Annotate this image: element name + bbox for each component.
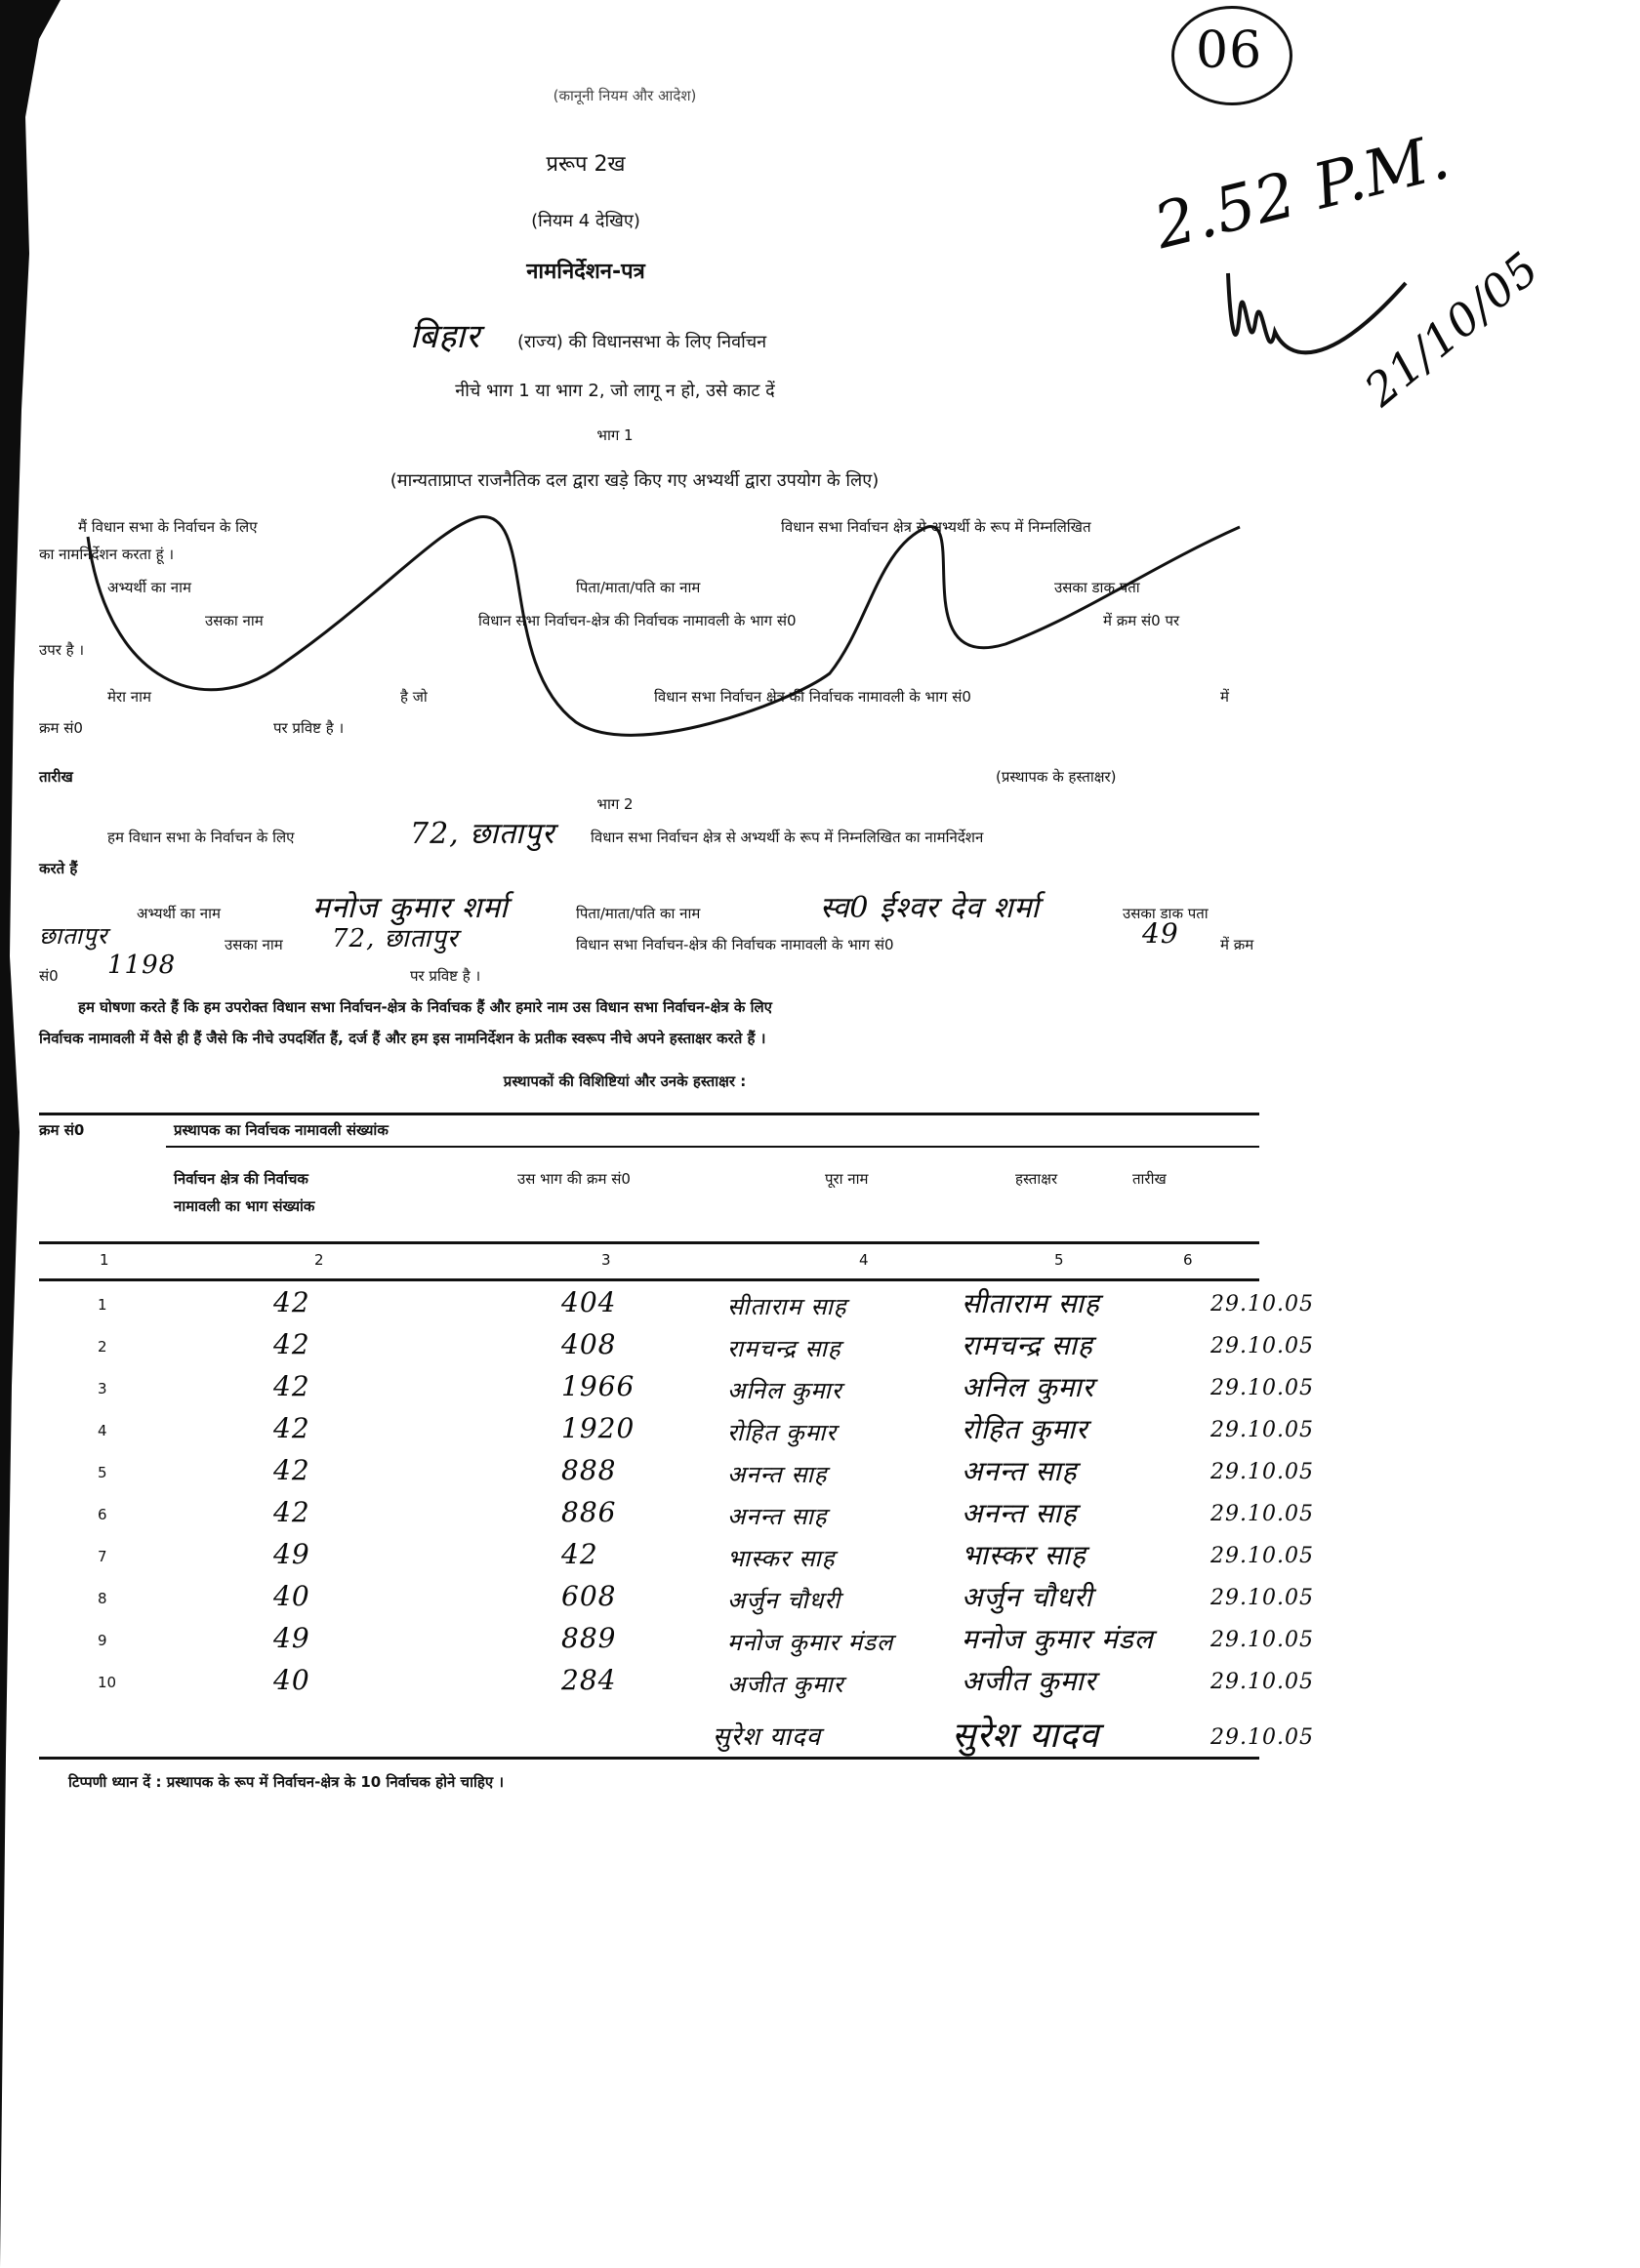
part1-my-name-label: मेरा नाम: [107, 688, 151, 706]
table-top-rule: [39, 1113, 1259, 1115]
row-serial-in-part: 42: [561, 1538, 598, 1570]
row-part-number: 40: [273, 1580, 310, 1612]
row-serial-in-part: 888: [561, 1454, 617, 1486]
row-serial: 6: [98, 1506, 107, 1523]
top-note: (कानूनी नियम और आदेश): [553, 87, 697, 104]
table-group-rule: [166, 1146, 1259, 1148]
row-part-number: 42: [273, 1454, 310, 1486]
parent-name-handwritten: स्व0 ईश्वर देव शर्मा: [820, 891, 1041, 925]
part1-name-label: उसका नाम: [205, 612, 264, 629]
candidate-name-handwritten: मनोज कुमार शर्मा: [312, 891, 509, 925]
row-signature: अनन्त साह: [962, 1455, 1078, 1487]
row-serial-in-part: 1920: [561, 1412, 636, 1444]
row-serial: 1: [98, 1296, 107, 1314]
part2-line1-a: हम विधान सभा के निर्वाचन के लिए: [107, 829, 295, 846]
row-full-name: भास्कर साह: [727, 1545, 836, 1572]
row-serial-in-part: 608: [561, 1580, 617, 1612]
row-date: 29.10.05: [1210, 1334, 1314, 1358]
form-title: नामनिर्देशन-पत्र: [526, 260, 645, 284]
declaration-line-1: हम घोषणा करते हैं कि हम उपरोक्त विधान सभा निर्वाचन-क्षेत्र के निर्वाचक हैं और हमारे नाम उस विधान सभा निर्वाचन-क्षेत्र के लिए: [78, 998, 772, 1016]
row-signature: अनन्त साह: [962, 1497, 1078, 1529]
part1-roll-text: विधान सभा निर्वाचन-क्षेत्र की निर्वाचक नामावली के भाग सं0: [478, 612, 797, 629]
extra-proposer-date: 29.10.05: [1210, 1725, 1314, 1750]
row-serial: 9: [98, 1632, 107, 1649]
assembly-election-line: (राज्य) की विधानसभा के लिए निर्वाचन: [517, 332, 767, 352]
row-serial: 2: [98, 1338, 107, 1356]
table-numbers-rule: [39, 1278, 1259, 1281]
row-serial-in-part: 886: [561, 1496, 617, 1528]
part1-heading: भाग 1: [596, 426, 634, 444]
row-serial: 8: [98, 1590, 107, 1607]
row-part-number: 49: [273, 1622, 310, 1654]
part2-entered: पर प्रविष्ट है ।: [410, 967, 481, 985]
col-signature-header: हस्ताक्षर: [1015, 1170, 1058, 1188]
officer-signature: [1220, 254, 1415, 390]
part1-line1-right: विधान सभा निर्वाचन क्षेत्र से अभ्यर्थी के रूप में निम्नलिखित: [781, 518, 1091, 536]
state-name-handwritten: बिहार: [410, 317, 480, 356]
row-date: 29.10.05: [1210, 1628, 1314, 1652]
col-serial-in-part-header: उस भाग की क्रम सं0: [517, 1170, 631, 1188]
row-full-name: अनन्त साह: [727, 1503, 828, 1530]
part2-roll-text: विधान सभा निर्वाचन-क्षेत्र की निर्वाचक नामावली के भाग सं0: [576, 936, 894, 953]
part1-entered: पर प्रविष्ट है ।: [273, 719, 345, 737]
row-part-number: 42: [273, 1286, 310, 1318]
part1-date-label: तारीख: [39, 768, 73, 786]
row-part-number: 49: [273, 1538, 310, 1570]
row-date: 29.10.05: [1210, 1376, 1314, 1400]
row-signature: मनोज कुमार मंडल: [962, 1623, 1154, 1655]
declaration-line-2: निर्वाचक नामावली में वैसे ही हैं जैसे कि नीचे उपदर्शित हैं, दर्ज हैं और हम इस नामनिर्देशन के प्रतीक स्वरूप नीचे अपने हस्ताक्षर करते हैं ।: [39, 1030, 766, 1047]
row-part-number: 40: [273, 1664, 310, 1696]
part2-name-label: उसका नाम: [225, 936, 283, 953]
part2-serial-prefix: सं0: [39, 967, 59, 985]
row-serial: 7: [98, 1548, 107, 1565]
part1-in: में: [1220, 688, 1229, 706]
row-serial: 5: [98, 1464, 107, 1481]
row-signature: रामचन्द्र साह: [962, 1329, 1093, 1361]
col-number: 4: [859, 1251, 869, 1269]
table-bottom-rule: [39, 1757, 1259, 1760]
row-full-name: सीताराम साह: [727, 1293, 847, 1320]
col-number: 2: [314, 1251, 324, 1269]
col-number: 6: [1183, 1251, 1193, 1269]
col-number: 1: [100, 1251, 109, 1269]
col-part-header-2: नामावली का भाग संख्यांक: [174, 1197, 315, 1215]
form-number: प्ररूप 2ख: [546, 152, 626, 177]
row-signature: अजीत कुमार: [962, 1665, 1097, 1697]
row-serial-in-part: 408: [561, 1328, 617, 1360]
row-signature: रोहित कुमार: [962, 1413, 1088, 1445]
row-date: 29.10.05: [1210, 1460, 1314, 1484]
part1-is-which: है जो: [400, 688, 428, 706]
row-full-name: अजीत कुमार: [727, 1671, 844, 1698]
part1-subheading: (मान्यताप्राप्त राजनैतिक दल द्वारा खड़े किए गए अभ्यर्थी द्वारा उपयोग के लिए): [390, 470, 880, 491]
part2-heading: भाग 2: [596, 795, 634, 813]
col-number: 3: [601, 1251, 611, 1269]
footnote: टिप्पणी ध्यान दें : प्रस्थापक के रूप में निर्वाचन-क्षेत्र के 10 निर्वाचक होने चाहिए ।: [68, 1773, 505, 1791]
part2-address-label: उसका डाक पता: [1123, 905, 1209, 922]
part1-serial-text: में क्रम सं0 पर: [1103, 612, 1180, 629]
row-date: 29.10.05: [1210, 1586, 1314, 1610]
row-date: 29.10.05: [1210, 1670, 1314, 1694]
part1-parent-label: पिता/माता/पति का नाम: [576, 579, 701, 596]
col-part-header-1: निर्वाचन क्षेत्र की निर्वाचक: [174, 1170, 308, 1188]
part-number-handwritten: 49: [1142, 917, 1179, 950]
roll-constituency-handwritten: 72, छातापुर: [332, 924, 459, 953]
row-serial: 4: [98, 1422, 107, 1439]
row-serial-in-part: 284: [561, 1664, 617, 1696]
receipt-date: 21/10/05: [1354, 241, 1549, 417]
row-full-name: रोहित कुमार: [727, 1419, 838, 1446]
row-serial-in-part: 404: [561, 1286, 617, 1318]
part2-line1-b: विधान सभा निर्वाचन क्षेत्र से अभ्यर्थी के रूप में निम्नलिखित का नामनिर्देशन: [591, 829, 984, 846]
row-part-number: 42: [273, 1370, 310, 1402]
row-part-number: 42: [273, 1328, 310, 1360]
col-group-header: प्रस्थापक का निर्वाचक नामावली संख्यांक: [174, 1121, 389, 1139]
col-date-header: तारीख: [1132, 1170, 1167, 1188]
proposers-heading: प्रस्थापकों की विशिष्टियां और उनके हस्ताक्षर :: [503, 1073, 747, 1090]
row-serial: 10: [98, 1674, 117, 1691]
row-full-name: अर्जुन चौधरी: [727, 1587, 841, 1614]
strike-instruction: नीचे भाग 1 या भाग 2, जो लागू न हो, उसे काट दें: [455, 381, 775, 401]
row-part-number: 42: [273, 1412, 310, 1444]
part1-line2: का नामनिर्देशन करता हूं ।: [39, 546, 175, 563]
row-signature: अनिल कुमार: [962, 1371, 1095, 1403]
part2-candidate-label: अभ्यर्थी का नाम: [137, 905, 221, 922]
row-serial-in-part: 1966: [561, 1370, 636, 1402]
part1-line5: उपर है ।: [39, 641, 85, 659]
row-signature: सीताराम साह: [962, 1287, 1100, 1319]
row-signature: अर्जुन चौधरी: [962, 1581, 1093, 1613]
row-date: 29.10.05: [1210, 1292, 1314, 1316]
table-header-rule: [39, 1241, 1259, 1244]
col-full-name-header: पूरा नाम: [825, 1170, 869, 1188]
part2-parent-label: पिता/माता/पति का नाम: [576, 905, 701, 922]
row-full-name: अनन्त साह: [727, 1461, 828, 1488]
receipt-time: 2.52 P.M.: [1147, 120, 1457, 264]
row-full-name: मनोज कुमार मंडल: [727, 1629, 894, 1656]
address-handwritten: छातापुर: [39, 922, 108, 950]
part1-candidate-label: अभ्यर्थी का नाम: [107, 579, 191, 596]
col-number: 5: [1054, 1251, 1064, 1269]
part1-signature-label: (प्रस्थापक के हस्ताक्षर): [996, 768, 1117, 786]
part1-line1-left: मैं विधान सभा के निर्वाचन के लिए: [78, 518, 258, 536]
extra-proposer-signature: सुरेश यादव: [952, 1716, 1100, 1756]
row-full-name: रामचन्द्र साह: [727, 1335, 841, 1362]
row-signature: भास्कर साह: [962, 1539, 1086, 1571]
row-serial: 3: [98, 1380, 107, 1397]
row-full-name: अनिल कुमार: [727, 1377, 842, 1404]
extra-proposer-name: सुरेश यादव: [713, 1722, 822, 1752]
part2-constituency-handwritten: 72, छातापुर: [410, 817, 555, 851]
row-part-number: 42: [273, 1496, 310, 1528]
circle-number: 06: [1196, 21, 1263, 80]
row-date: 29.10.05: [1210, 1544, 1314, 1568]
serial-number-handwritten: 1198: [107, 951, 177, 980]
row-date: 29.10.05: [1210, 1418, 1314, 1442]
part1-roll-text-2: विधान सभा निर्वाचन क्षेत्र की निर्वाचक नामावली के भाग सं0: [654, 688, 971, 706]
part2-serial-label: में क्रम: [1220, 936, 1254, 953]
row-serial-in-part: 889: [561, 1622, 617, 1654]
row-date: 29.10.05: [1210, 1502, 1314, 1526]
part2-line2: करते हैं: [39, 860, 78, 877]
part1-address-label: उसका डाक पता: [1054, 579, 1140, 596]
part1-strike-line: [68, 507, 1279, 742]
part1-serial-label: क्रम सं0: [39, 719, 83, 737]
col-serial-header: क्रम सं0: [39, 1121, 85, 1139]
rule-reference: (नियम 4 देखिए): [531, 211, 640, 231]
